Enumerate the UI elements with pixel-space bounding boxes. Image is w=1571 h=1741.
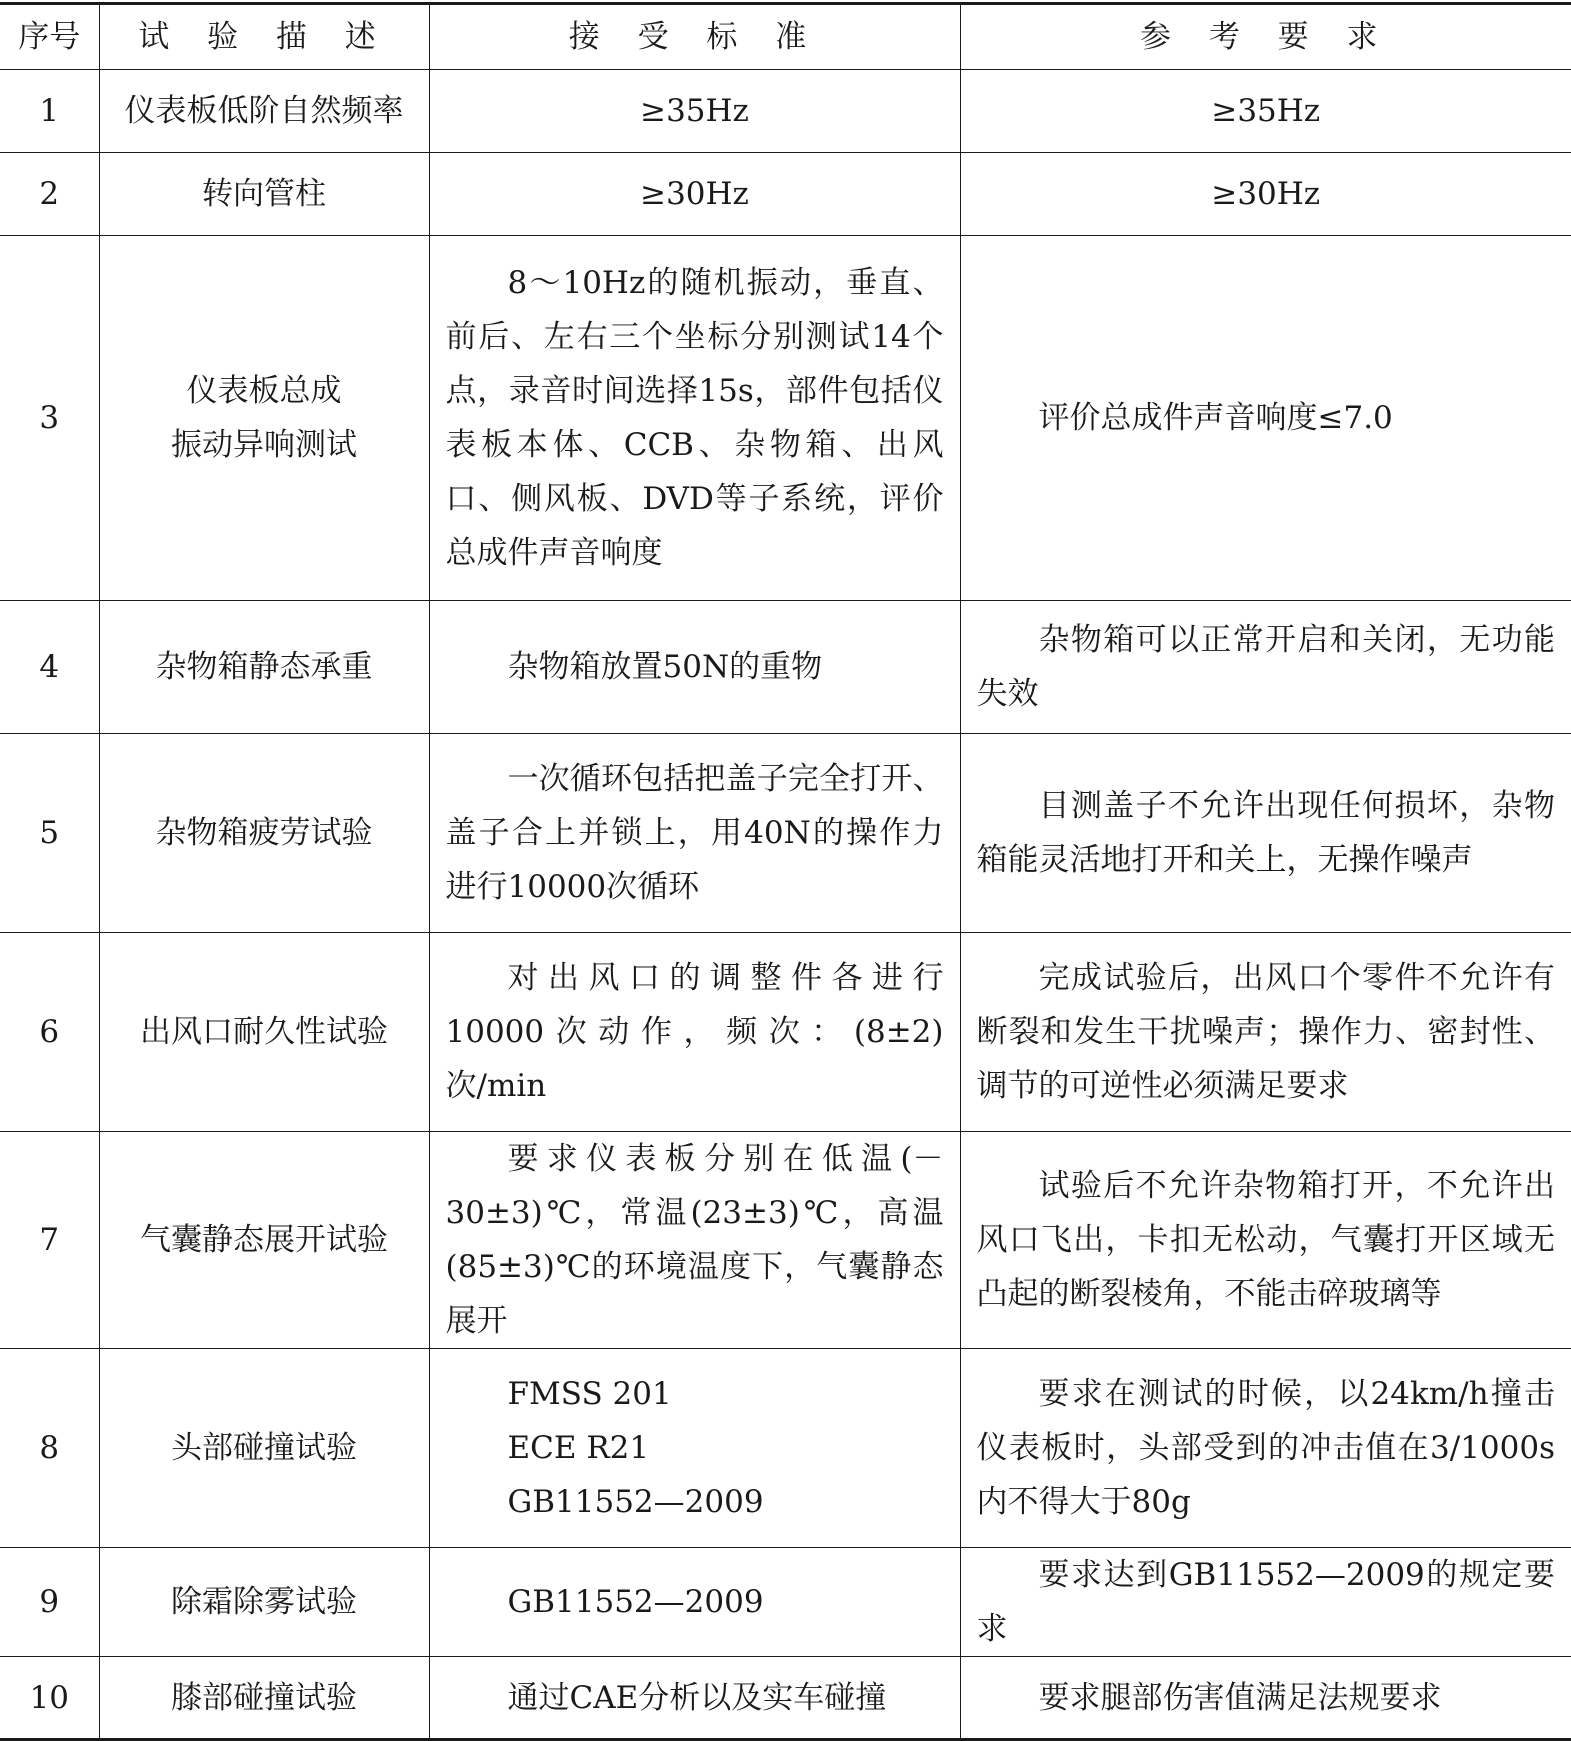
row-requirement: ≥35Hz — [960, 70, 1571, 153]
table-row — [0, 153, 1571, 236]
row-requirement — [960, 1548, 1571, 1657]
row-standard — [429, 236, 960, 601]
header-index: 序号 — [0, 4, 99, 70]
table-row — [0, 1349, 1571, 1548]
row-index: 3 — [0, 236, 99, 601]
row-requirement — [960, 236, 1571, 601]
row-standard — [429, 1657, 960, 1740]
row-standard — [429, 601, 960, 734]
row-description-line: 仪表板总成 — [186, 373, 342, 409]
row-standard — [429, 1548, 960, 1657]
row-description: 转向管柱 — [99, 153, 429, 236]
table-row — [0, 601, 1571, 734]
row-description — [99, 236, 429, 601]
row-standard-text: 对出风口的调整件各进行10000次动作，频次：(8±2)次/min — [445, 960, 944, 1104]
row-description: 仪表板低阶自然频率 — [99, 70, 429, 153]
table-row — [0, 1132, 1571, 1349]
row-index: 4 — [0, 601, 99, 734]
header-reference-requirement: 参 考 要 求 — [960, 4, 1571, 70]
row-description: 出风口耐久性试验 — [99, 933, 429, 1132]
row-standard-text: 通过CAE分析以及实车碰撞 — [507, 1679, 887, 1716]
row-description: 气囊静态展开试验 — [99, 1132, 429, 1349]
row-standard-line: ECE R21 — [507, 1430, 650, 1466]
table-row — [0, 70, 1571, 153]
row-index: 9 — [0, 1548, 99, 1657]
row-requirement-text: 要求在测试的时候，以24km/h撞击仪表板时，头部受到的冲击值在3/1000s内不得大于80g — [976, 1376, 1555, 1520]
row-standard: ≥30Hz — [429, 153, 960, 236]
row-standard — [429, 1349, 960, 1548]
row-requirement-text: 目测盖子不允许出现任何损坏，杂物箱能灵活地打开和关上，无操作噪声 — [976, 788, 1555, 878]
row-index: 1 — [0, 70, 99, 153]
row-index: 2 — [0, 153, 99, 236]
row-standard: ≥35Hz — [429, 70, 960, 153]
row-standard-text: 8～10Hz的随机振动，垂直、前后、左右三个坐标分别测试14个点，录音时间选择15s，部件包括仪表板本体、CCB、杂物箱、出风口、侧风板、DVD等子系统，评价总成件声音响度 — [445, 265, 944, 571]
header-test-description: 试 验 描 述 — [99, 4, 429, 70]
row-requirement-text: 要求达到GB11552—2009的规定要求 — [976, 1557, 1555, 1647]
row-standard — [429, 734, 960, 933]
table-row — [0, 1657, 1571, 1740]
row-requirement — [960, 1132, 1571, 1349]
row-standard-text: 杂物箱放置50N的重物 — [507, 649, 823, 685]
row-requirement — [960, 1657, 1571, 1740]
row-description: 杂物箱疲劳试验 — [99, 734, 429, 933]
row-standard-text: GB11552—2009 — [507, 1584, 764, 1620]
row-index: 7 — [0, 1132, 99, 1349]
header-acceptance-standard: 接 受 标 准 — [429, 4, 960, 70]
table-row — [0, 734, 1571, 933]
row-description: 膝部碰撞试验 — [99, 1657, 429, 1740]
row-requirement-text: 完成试验后，出风口个零件不允许有断裂和发生干扰噪声；操作力、密封性、调节的可逆性必须满足要求 — [976, 960, 1555, 1104]
row-standard-text: 要求仪表板分别在低温(－30±3)℃，常温(23±3)℃，高温(85±3)℃的环境温度下，气囊静态展开 — [445, 1141, 944, 1339]
row-description: 头部碰撞试验 — [99, 1349, 429, 1548]
row-index: 10 — [0, 1657, 99, 1740]
row-standard-line: FMSS 201 — [507, 1376, 672, 1412]
row-description: 除霜除雾试验 — [99, 1548, 429, 1657]
row-standard — [429, 1132, 960, 1349]
row-requirement-text: 试验后不允许杂物箱打开，不允许出风口飞出，卡扣无松动，气囊打开区域无凸起的断裂棱角，不能击碎玻璃等 — [976, 1168, 1555, 1312]
row-requirement-text: 杂物箱可以正常开启和关闭，无功能失效 — [976, 622, 1555, 712]
row-description-line: 振动异响测试 — [171, 427, 357, 463]
row-requirement: ≥30Hz — [960, 153, 1571, 236]
row-requirement — [960, 1349, 1571, 1548]
row-requirement-text: 要求腿部伤害值满足法规要求 — [1038, 1679, 1442, 1716]
row-index: 5 — [0, 734, 99, 933]
table-row — [0, 1548, 1571, 1657]
row-index: 6 — [0, 933, 99, 1132]
row-requirement — [960, 734, 1571, 933]
row-index: 8 — [0, 1349, 99, 1548]
test-standards-table — [0, 2, 1571, 1741]
row-standard-text: 一次循环包括把盖子完全打开、盖子合上并锁上，用40N的操作力进行10000次循环 — [445, 761, 944, 905]
row-standard — [429, 933, 960, 1132]
table-header-row — [0, 4, 1571, 70]
row-standard-line: GB11552—2009 — [507, 1484, 764, 1520]
row-requirement — [960, 933, 1571, 1132]
table-row — [0, 236, 1571, 601]
table-row — [0, 933, 1571, 1132]
row-description: 杂物箱静态承重 — [99, 601, 429, 734]
row-requirement — [960, 601, 1571, 734]
row-requirement-text: 评价总成件声音响度≤7.0 — [1038, 400, 1393, 436]
